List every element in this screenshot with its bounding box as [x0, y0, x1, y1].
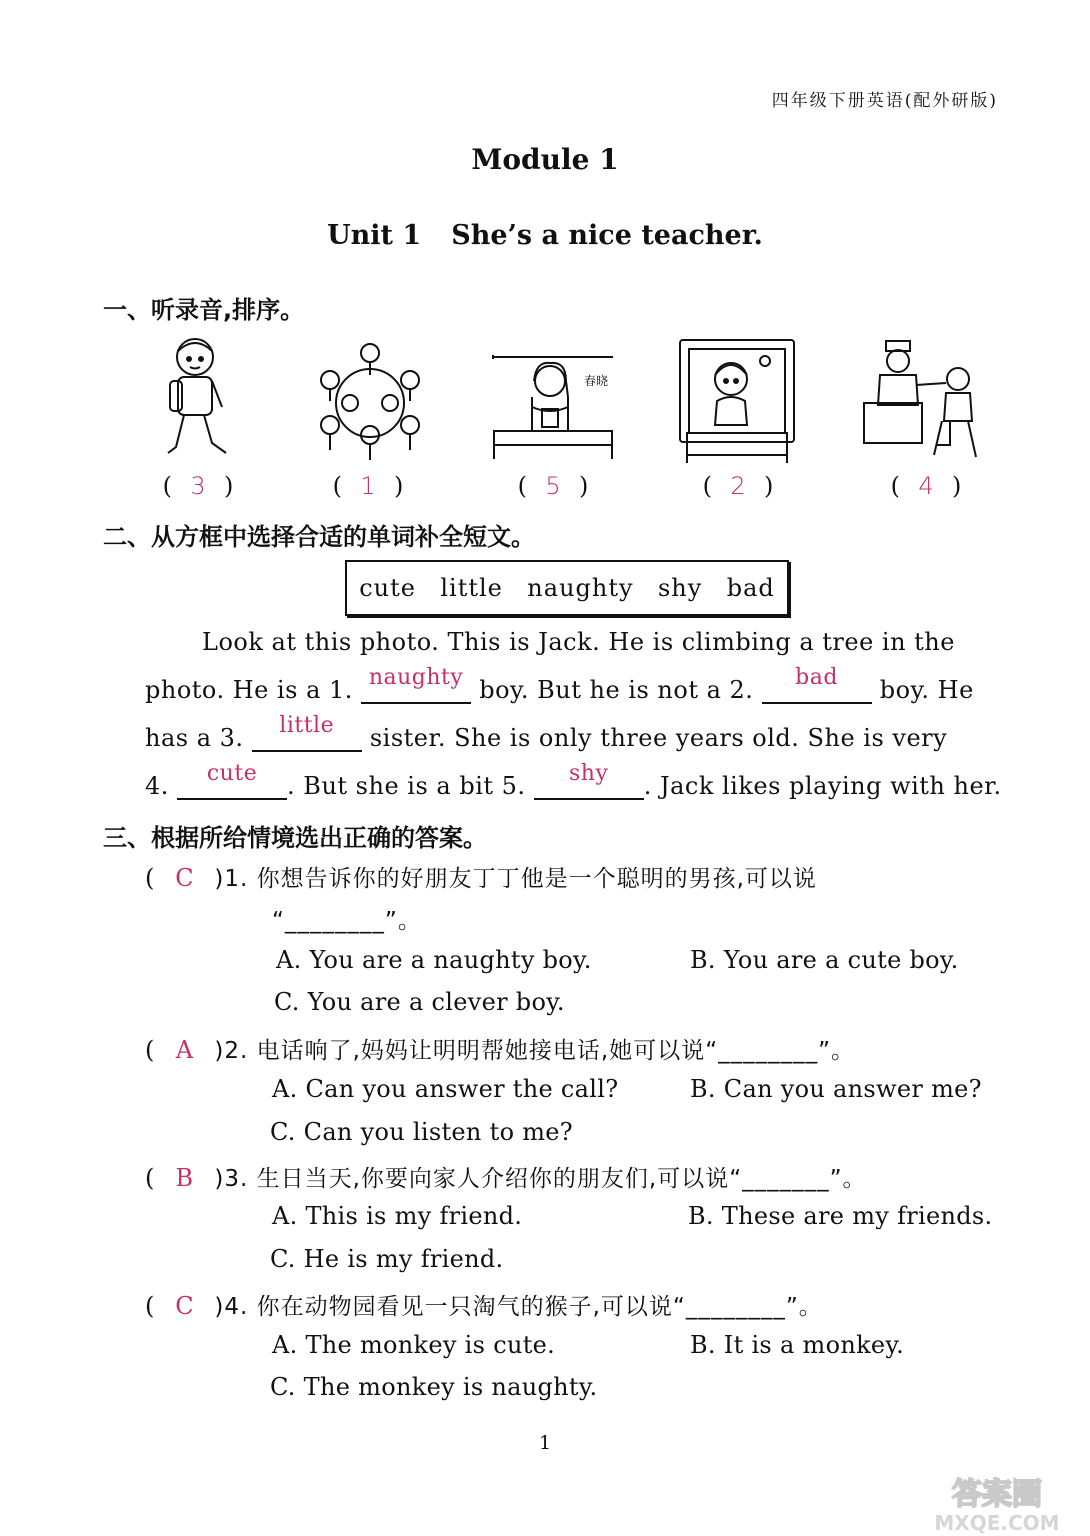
section1-heading: 一、听录音,排序。 — [103, 296, 305, 324]
unit-title — [0, 220, 1090, 251]
question-4-option-b: B. It is a monkey. — [690, 1331, 905, 1359]
doctor-patient-illustration — [858, 335, 988, 465]
passage-line-1: Look at this photo. This is Jack. He is climbing a tree in the — [202, 628, 955, 656]
passage-line-3: has a 3. little sister. She is only three years old. She is very — [145, 713, 948, 752]
girl-screen-illustration — [675, 335, 805, 465]
section3-heading: 三、根据所给情境选出正确的答案。 — [103, 824, 487, 852]
question-3-option-a: A. This is my friend. — [272, 1202, 523, 1230]
question-4-option-a: A. The monkey is cute. — [272, 1331, 556, 1359]
question-1-prompt-cont: “________”。 — [272, 908, 422, 934]
page-number: 1 — [538, 1432, 552, 1454]
children-circle-illustration — [305, 335, 435, 465]
question-4-option-c: C. The monkey is naughty. — [270, 1373, 598, 1401]
answer-blank-1: naughty — [361, 672, 471, 704]
section2-heading: 二、从方框中选择合适的单词补全短文。 — [103, 523, 535, 551]
question-1-option-b: B. You are a cute boy. — [690, 946, 959, 974]
boy-walking-illustration — [140, 335, 270, 465]
question-1-option-c: C. You are a clever boy. — [274, 988, 565, 1016]
svg-text:答案圈: 答案圈 — [952, 1477, 1042, 1512]
watermark-logo — [915, 1470, 1080, 1536]
order-answer-3: ( 5 ) — [517, 472, 589, 500]
answer-blank-5: shy — [534, 768, 644, 800]
question-2-option-a: A. Can you answer the call? — [272, 1075, 619, 1103]
question-1: ( C )1. 你想告诉你的好朋友丁丁他是一个聪明的男孩,可以说 — [145, 864, 817, 892]
passage-line-4: 4. cute . But she is a bit 5. shy . Jack likes playing with her. — [145, 761, 1002, 800]
question-1-option-a: A. You are a naughty boy. — [276, 946, 592, 974]
question-2: ( A )2. 电话响了,妈妈让明明帮她接电话,她可以说“________”。 — [145, 1036, 856, 1064]
word-option: cute — [359, 574, 416, 602]
answer-blank-2: bad — [762, 672, 872, 704]
word-option: shy — [657, 574, 703, 602]
question-3-option-c: C. He is my friend. — [270, 1245, 504, 1273]
order-answer-2: ( 1 ) — [332, 472, 404, 500]
board-text: 春晓 — [584, 374, 609, 388]
order-answer-4: ( 2 ) — [702, 472, 774, 500]
word-box — [345, 560, 789, 616]
word-option: little — [440, 574, 503, 602]
unit-name: She’s a nice teacher. — [451, 220, 763, 251]
question-2-option-b: B. Can you answer me? — [690, 1075, 982, 1103]
answer-blank-3: little — [252, 720, 362, 752]
module-title: Module 1 — [471, 143, 619, 176]
question-4: ( C )4. 你在动物园看见一只淘气的猴子,可以说“________”。 — [145, 1292, 823, 1320]
order-answer-5: ( 4 ) — [890, 472, 962, 500]
word-option: naughty — [527, 574, 634, 602]
svg-text:MXQE.COM: MXQE.COM — [934, 1511, 1060, 1535]
question-4-answer: C — [175, 1292, 194, 1320]
question-1-answer: C — [175, 864, 194, 892]
book-header: 四年级下册英语(配外研版) — [771, 91, 998, 111]
answer-blank-4: cute — [177, 768, 287, 800]
question-2-answer: A — [175, 1036, 194, 1064]
question-3-answer: B — [175, 1164, 194, 1192]
order-answer-1: ( 3 ) — [162, 472, 234, 500]
unit-label: Unit 1 — [327, 220, 422, 251]
question-3-option-b: B. These are my friends. — [688, 1202, 993, 1230]
word-option: bad — [726, 574, 775, 602]
question-2-option-c: C. Can you listen to me? — [270, 1118, 573, 1146]
question-3: ( B )3. 生日当天,你要向家人介绍你的朋友们,可以说“_______”。 — [145, 1164, 867, 1192]
passage-line-2: photo. He is a 1. naughty boy. But he is not a 2. bad boy. He — [145, 665, 974, 704]
teacher-blackboard-illustration — [488, 335, 618, 465]
